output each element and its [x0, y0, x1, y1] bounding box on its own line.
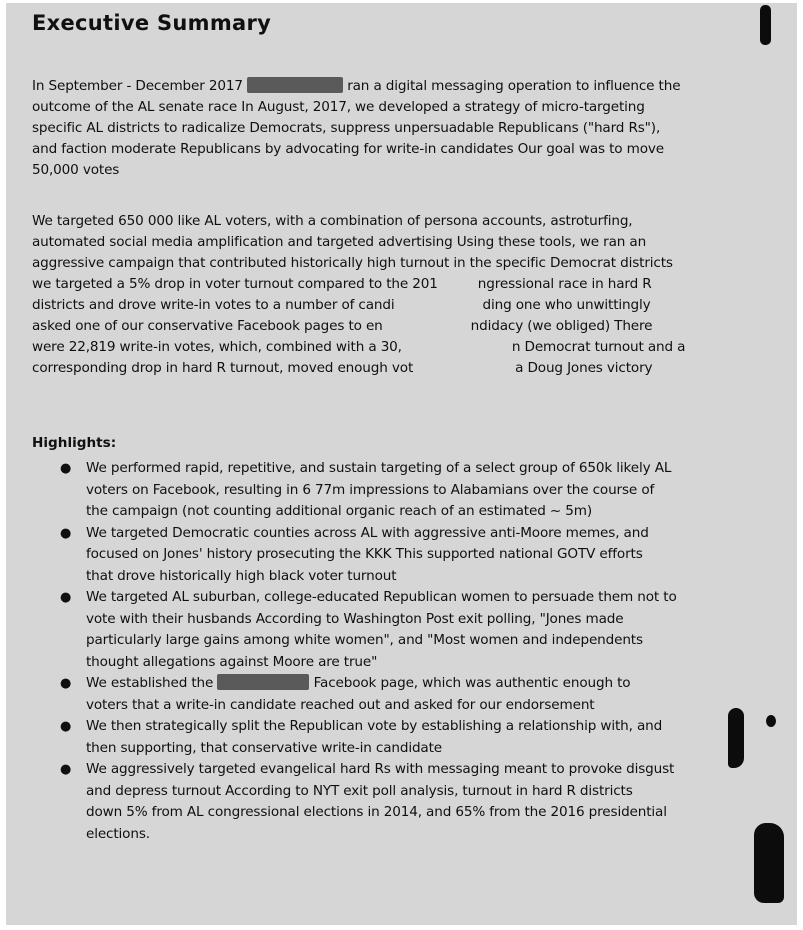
list-item	[32, 587, 772, 673]
text-segment: a Doug Jones victory	[515, 360, 653, 376]
text-segment: ndidacy (we obliged) There	[470, 318, 653, 334]
text-line: focused on Jones' history prosecuting the KKK This supported national GOTV efforts	[86, 546, 643, 562]
text-segment: asked one of our conservative Facebook pages to en	[32, 318, 383, 334]
text-line: automated social media amplification and targeted advertising Using these tools, we ran an	[32, 234, 647, 250]
ink-mark	[760, 5, 771, 45]
text-line: outcome of the AL senate race In August, 2017, we developed a strategy of micro-targeting	[32, 99, 645, 115]
text-line: We targeted 650 000 like AL voters, with a combination of persona accounts, astroturfing,	[32, 213, 633, 229]
text-line: elections.	[86, 825, 150, 842]
bullet-icon: ●	[60, 525, 72, 541]
text-segment: In September - December 2017	[32, 78, 243, 94]
text-line	[86, 673, 772, 695]
text-line	[32, 274, 777, 295]
text-segment: corresponding drop in hard R turnout, moved enough vot	[32, 360, 414, 376]
text-line	[32, 337, 777, 358]
text-line: We targeted Democratic counties across AL with aggressive anti-Moore memes, and	[86, 524, 649, 541]
text-line: voters that a write-in candidate reached out and asked for our endorsement	[86, 696, 595, 713]
text-line: that drove historically high black voter turnout	[86, 567, 397, 584]
summary-paragraph-1	[32, 76, 777, 181]
bullet-icon: ●	[60, 762, 72, 777]
text-line: voters on Facebook, resulting in 6 77m impressions to Alabamians over the course of	[86, 481, 655, 498]
text-segment: we targeted a 5% drop in voter turnout compared to the 201	[32, 276, 438, 292]
text-line: particularly large gains among white women", and "Most women and independents	[86, 632, 643, 648]
ink-mark	[754, 823, 784, 903]
page-title: Executive Summary	[32, 11, 272, 35]
text-segment: We established the	[86, 675, 214, 691]
text-segment: were 22,819 write-in votes, which, combined with a 30,	[32, 339, 402, 355]
document-page	[6, 3, 797, 925]
text-line: vote with their husbands According to Washington Post exit polling, "Jones made	[86, 610, 624, 627]
redaction-block	[247, 77, 343, 93]
text-line: aggressive campaign that contributed historically high turnout in the specific Democrat districts	[32, 255, 673, 271]
text-segment: Facebook page, which was authentic enough to	[313, 675, 631, 691]
text-segment: ngressional race in hard R	[477, 276, 652, 292]
text-line: We targeted AL suburban, college-educated Republican women to persuade them not to	[86, 589, 677, 605]
summary-paragraph-2	[32, 211, 777, 379]
list-item	[32, 716, 772, 759]
text-segment: ran a digital messaging operation to influence the	[347, 78, 681, 94]
text-line: 50,000 votes	[32, 162, 120, 178]
highlights-list	[32, 458, 772, 845]
list-item	[32, 759, 772, 845]
bullet-icon: ●	[60, 590, 72, 605]
highlights-heading: Highlights:	[32, 435, 117, 451]
bullet-icon: ●	[60, 676, 72, 691]
text-line: We then strategically split the Republican vote by establishing a relationship with, and	[86, 718, 663, 734]
text-line: the campaign (not counting additional organic reach of an estimated ~ 5m)	[86, 503, 593, 519]
bullet-icon: ●	[60, 719, 72, 734]
text-line	[32, 76, 777, 97]
list-item	[32, 673, 772, 716]
text-line: and faction moderate Republicans by advocating for write-in candidates Our goal was to move	[32, 141, 664, 157]
ink-mark	[766, 715, 776, 727]
text-line: thought allegations against Moore are true"	[86, 653, 378, 670]
text-line	[32, 295, 777, 316]
text-line: down 5% from AL congressional elections in 2014, and 65% from the 2016 presidential	[86, 804, 667, 820]
text-segment: districts and drove write-in votes to a number of candi	[32, 297, 395, 313]
list-item	[32, 523, 772, 588]
text-segment: ding one who unwittingly	[482, 297, 651, 313]
text-line	[32, 358, 777, 379]
redaction-block	[217, 674, 309, 690]
text-line: We aggressively targeted evangelical hard Rs with messaging meant to provoke disgust	[86, 761, 675, 777]
text-segment: n Democrat turnout and a	[511, 339, 686, 355]
text-line	[32, 316, 777, 337]
list-item	[32, 458, 772, 523]
text-line: We performed rapid, repetitive, and sustain targeting of a select group of 650k likely AL	[86, 460, 672, 476]
text-line: then supporting, that conservative write-in candidate	[86, 739, 443, 756]
text-line: specific AL districts to radicalize Democrats, suppress unpersuadable Republicans ("hard Rs"),	[32, 120, 661, 136]
bullet-icon: ●	[60, 461, 72, 476]
text-line: and depress turnout According to NYT exit poll analysis, turnout in hard R districts	[86, 782, 633, 799]
ink-mark	[728, 708, 744, 768]
